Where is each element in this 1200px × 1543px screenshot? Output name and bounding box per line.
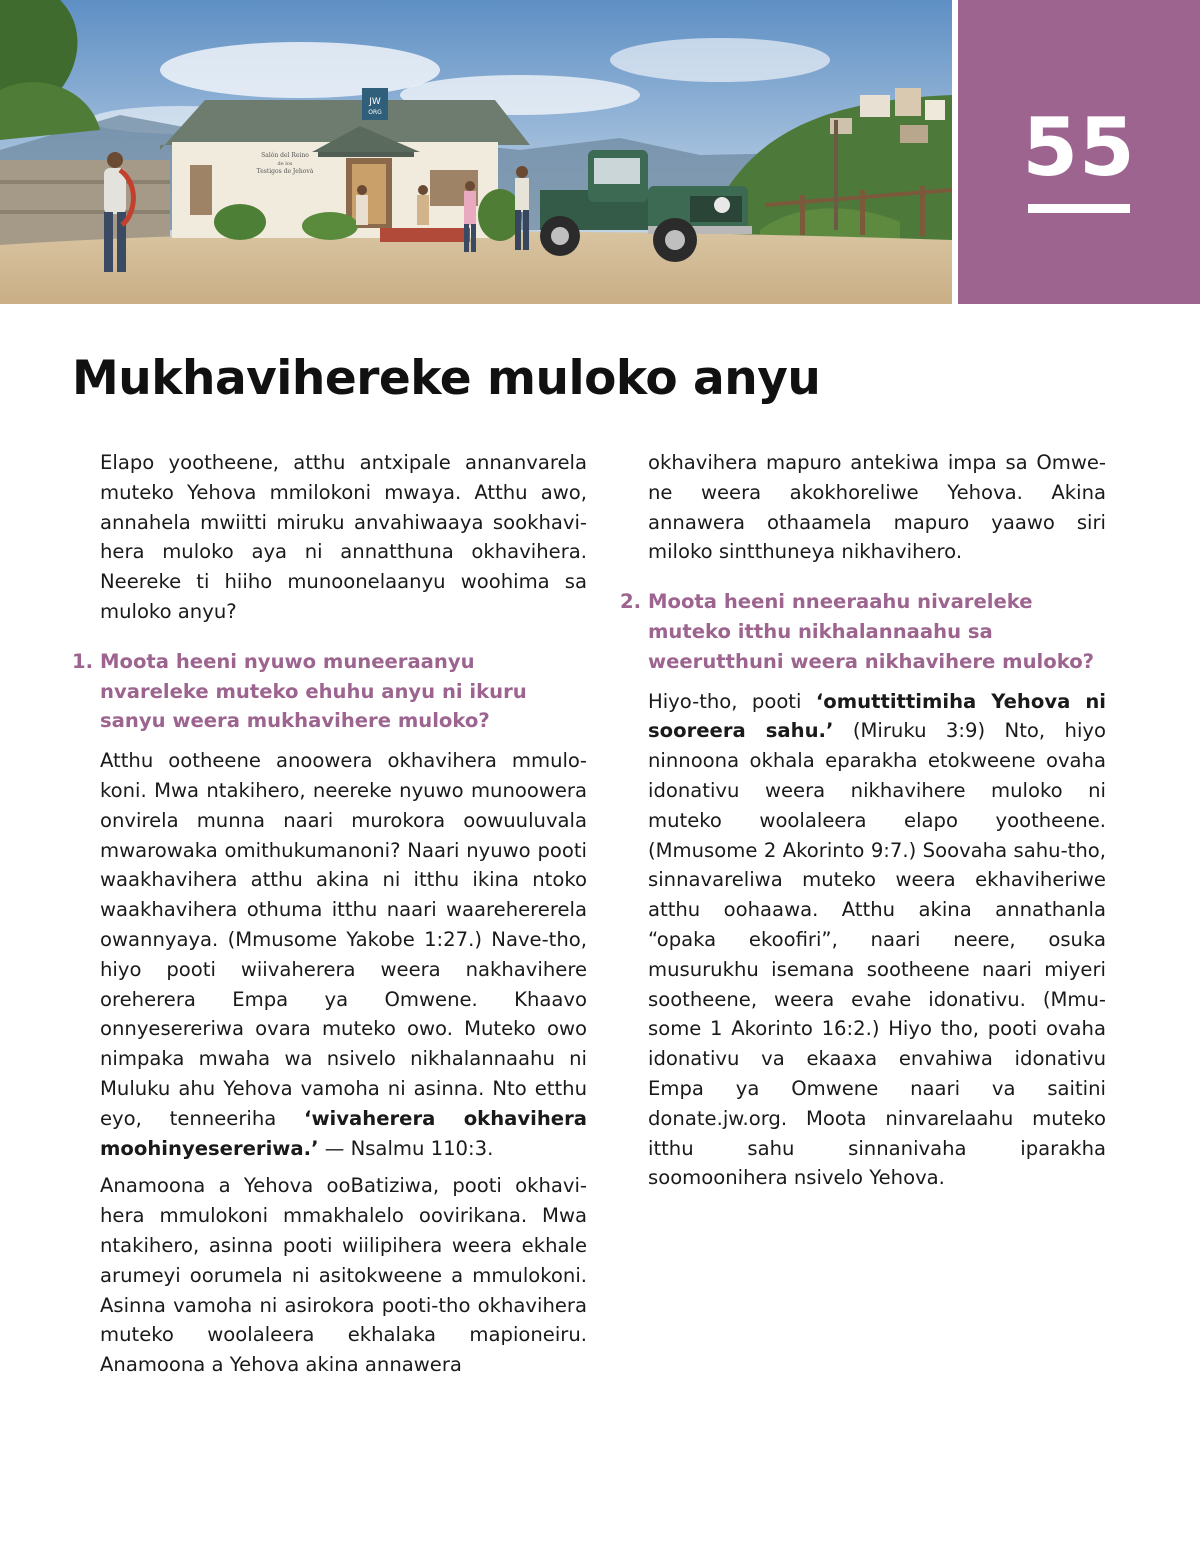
hall-sign-line3: Testigos de Jehová bbox=[256, 168, 314, 175]
section2-p1-quote: ‘omuttittimiha Yehova ni sooreera sahu.’ bbox=[648, 689, 1106, 743]
kingdom-hall-scene bbox=[0, 0, 952, 304]
question-2-number: 2. bbox=[620, 590, 642, 614]
question-1-text: Moota heeni nyuwo muneeraanyu nvareleke muteko ehuhu anyu ni ikuru sanyu weera mukhavihere muloko? bbox=[100, 649, 527, 733]
intro-paragraph: Elapo yootheene, atthu antxipale annanvarela muteko Yehova mmilokoni mwaya. Atthu awo, annahela mwiitti miruku anvahiwaaya sookhavihera muloko aya ni annatthuna okhavihera. Neereke ti hiiho munoonelaanyu woohima sa muloko anyu? bbox=[100, 451, 587, 623]
question-1 bbox=[72, 647, 587, 736]
right-column bbox=[620, 448, 1106, 1201]
section1-paragraph3: okhavihera mapuro antekiwa impa sa Omwene weera akokhoreliwe Yehova. Akina annawera othaamela mapuro yaawo siri miloko sintthuneya nikhavihero. bbox=[648, 451, 1106, 564]
hall-sign-line1: Salón del Reino bbox=[261, 152, 309, 159]
section1-p1-reference: — Nsalmu 110:3. bbox=[318, 1136, 494, 1160]
section1-paragraph2: Anamoona a Yehova ooBatiziwa, pooti okhavihera mmulokoni mmakhalelo oovirikana. Mwa ntakihero, asinna pooti wiilipihera weera ekhale arumeyi oorumela ni asitokweene a mmulokoni. Asinna vamoha ni asirokora pooti-tho okhavihera muteko woolaleera ekhalaka mapioneiru. Anamoona a Yehova akina annawera bbox=[100, 1174, 587, 1377]
section2-p1-text-start: Hiyo-tho, pooti bbox=[648, 689, 816, 713]
lesson-number: 55 bbox=[1022, 101, 1136, 194]
hero-photo bbox=[0, 0, 952, 304]
sign-logo-bottom: ORG bbox=[368, 109, 382, 116]
left-column bbox=[72, 448, 587, 1388]
question-2 bbox=[620, 587, 1106, 676]
section1-paragraph1 bbox=[100, 746, 587, 1163]
badge-underline bbox=[1028, 204, 1130, 213]
section1-p1-quote: ‘wivaherera okhavihera moohinyesereriwa.’ bbox=[100, 1106, 587, 1160]
sign-logo-top: JW bbox=[369, 97, 381, 107]
hall-sign-line2: de los bbox=[277, 161, 293, 167]
lesson-badge bbox=[958, 0, 1200, 304]
section2-p1-text-rest: (Miruku 3:9) Nto, hiyo ninnoona okhala eparakha etokweene ovaha idonativu weera nikhavihere muloko ni muteko woolaleera elapo yootheene. (Mmusome 2 Akorinto 9:7.) Soovaha sahu-tho, sinnavareliwa muteko weera ekhaviheriwe atthu oohaawa. Atthu akina annathanla “opaka ekoofiri”, naari neere, osuka musurukhu isemana sootheene naari miyeri sootheene, weera evahe idonativu. (Mmusome 1 Akorinto 16:2.) Hiyo tho, pooti ovaha idonativu va ekaaxa envahiwa idonativu Empa ya Omwene naari va saitini donate.jw.org. Moota ninvarelaahu muteko itthu sahu sinnanivaha iparakha soomoonihera nsivelo Yehova. bbox=[648, 719, 1106, 1190]
question-2-text: Moota heeni nneeraahu nivareleke muteko itthu nikhalannaahu sa weerutthuni weera nikhavihere muloko? bbox=[648, 590, 1095, 673]
question-1-number: 1. bbox=[72, 649, 94, 673]
section1-p1-text: Atthu ootheene anoowera okhavihera mmulokoni. Mwa ntakihero, neereke nyuwo munoowera onvirela munna naari murokora oowuuluvala mwarowaka omithukumanoni? Naari nyuwo pooti waakhavihera atthu akina ni itthu ikina ntoko waakhavihera othuma itthu naari waarehererela owannyaya. (Mmusome Yakobe 1:27.) Nave-tho, hiyo pooti wiivaherera weera nakhavihere oreherera Empa ya Omwene. Khaavo onnyesereriwa ovara muteko owo. Muteko owo nimpaka mwaha wa nsivelo nikhalannaahu ni Muluku ahu Yehova vamoha ni asinna. Nto etthu eyo, tenneeriha bbox=[100, 749, 587, 1130]
section2-paragraph1 bbox=[648, 687, 1106, 1194]
page-title: Mukhavihereke muloko anyu bbox=[72, 351, 821, 406]
